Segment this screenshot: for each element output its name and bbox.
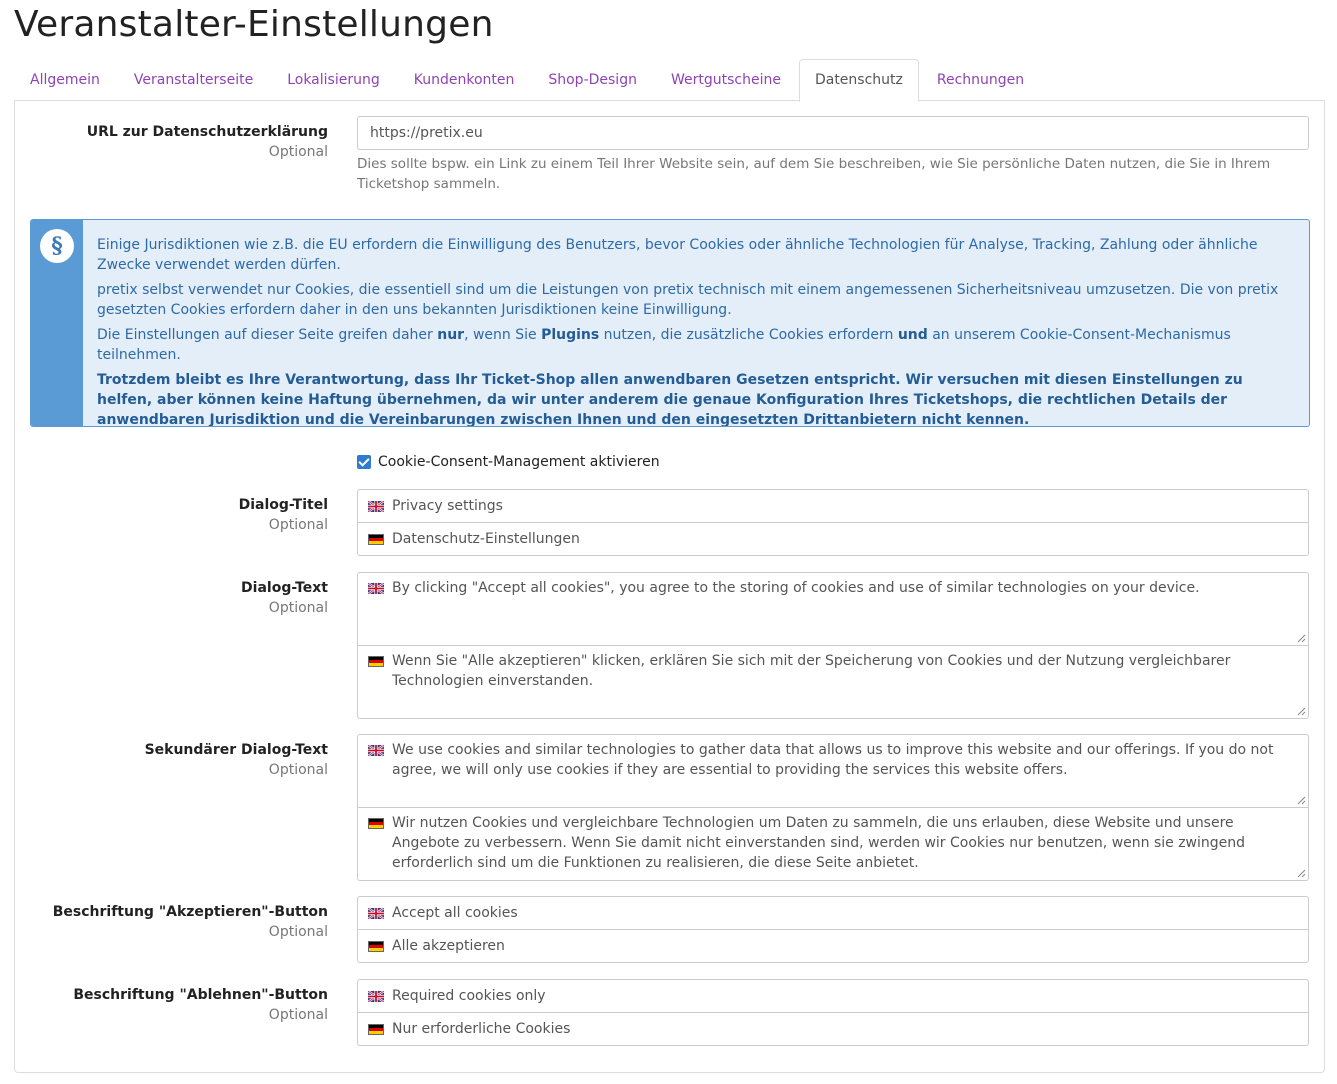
dialog-text-en-textarea[interactable] — [357, 572, 1309, 646]
reject-button-en-value: Required cookies only — [392, 988, 546, 1004]
secondary-text-optional: Optional — [268, 762, 328, 778]
secondary-text-group — [357, 734, 1309, 881]
dialog-title-label: Dialog-Titel — [238, 497, 328, 513]
de-flag-icon — [368, 941, 384, 952]
accept-button-en-value: Accept all cookies — [392, 905, 518, 921]
consent-checkbox-label[interactable]: Cookie-Consent-Management aktivieren — [378, 454, 660, 470]
consent-checkbox-row[interactable] — [357, 454, 660, 470]
accept-button-de-input[interactable] — [357, 929, 1309, 963]
page-title: Veranstalter-Einstellungen — [14, 4, 494, 45]
dialog-text-en-value: By clicking "Accept all cookies", you agree to the storing of cookies and use of similar technologies on your device. — [392, 580, 1200, 596]
secondary-text-label: Sekundärer Dialog-Text — [144, 742, 328, 758]
tab-allgemein[interactable]: Allgemein — [30, 72, 100, 88]
tab-veranstalterseite[interactable]: Veranstalterseite — [133, 72, 254, 88]
secondary-text-en-value: We use cookies and similar technologies to gather data that allows us to improve this website and our offerings. If you do not agree, we will only use cookies if they are essential to providing the services this website offers. — [392, 742, 1274, 778]
alert-paragraph-2: pretix selbst verwendet nur Cookies, die essentiell sind um die Leistungen von pretix technisch mit einem angemessenen Sicherheitsniveau umzusetzen. Die von pretix gesetzten Cookies erfordern daher in den uns bekannten Jurisdiktionen keine Einwilligung. — [97, 282, 1279, 318]
settings-tabs — [14, 59, 1325, 101]
uk-flag-icon — [368, 991, 384, 1002]
secondary-text-de-value: Wir nutzen Cookies und vergleichbare Technologien um Daten zu sammeln, die uns erlauben, diese Website und unsere Angebote zu verbessern. Wenn Sie damit nicht einverstanden sind, werden wir Cookies nur benutzen, wenn sie zwingend erforderlich sind um die Funktionen zu realisieren, die diese Seite anbietet. — [392, 815, 1246, 871]
dialog-title-en-input[interactable] — [357, 489, 1309, 523]
dialog-text-de-textarea[interactable] — [357, 645, 1309, 719]
reject-button-optional: Optional — [268, 1007, 328, 1023]
dialog-title-optional: Optional — [268, 517, 328, 533]
reject-button-group — [357, 979, 1309, 1046]
privacy-url-optional: Optional — [268, 144, 328, 160]
dialog-title-de-input[interactable] — [357, 522, 1309, 556]
tab-panel-datenschutz — [14, 100, 1325, 1073]
accept-button-label: Beschriftung "Akzeptieren"-Button — [52, 904, 328, 920]
alert-body — [97, 235, 1297, 427]
alert-paragraph-3: Die Einstellungen auf dieser Seite greifen daher nur, wenn Sie Plugins nutzen, die zusätzliche Cookies erfordern und an unserem Cookie-Consent-Mechanismus teilnehmen. — [97, 327, 1231, 363]
privacy-url-label: URL zur Datenschutzerklärung — [86, 124, 328, 140]
uk-flag-icon — [368, 745, 384, 756]
resize-handle-icon[interactable] — [1297, 634, 1306, 643]
secondary-text-de-textarea[interactable] — [357, 807, 1309, 881]
accept-button-en-input[interactable] — [357, 896, 1309, 930]
dialog-title-de-value: Datenschutz-Einstellungen — [392, 531, 580, 547]
tab-kundenkonten[interactable]: Kundenkonten — [413, 72, 515, 88]
uk-flag-icon — [368, 908, 384, 919]
dialog-title-group — [357, 489, 1309, 556]
dialog-text-de-value: Wenn Sie "Alle akzeptieren" klicken, erklären Sie sich mit der Speicherung von Cookies und der Nutzung vergleichbarer Technologien einverstanden. — [392, 653, 1231, 689]
de-flag-icon — [368, 534, 384, 545]
tab-shop-design[interactable]: Shop-Design — [548, 72, 637, 88]
reject-button-de-value: Nur erforderliche Cookies — [392, 1021, 571, 1037]
accept-button-de-value: Alle akzeptieren — [392, 938, 505, 954]
tab-datenschutz[interactable]: Datenschutz — [799, 59, 919, 102]
uk-flag-icon — [368, 583, 384, 594]
accept-button-group — [357, 896, 1309, 963]
accept-button-optional: Optional — [268, 924, 328, 940]
privacy-url-help: Dies sollte bspw. ein Link zu einem Teil Ihrer Website sein, auf dem Sie beschreiben, wie Sie persönliche Daten nutzen, die Sie in Ihrem Ticketshop sammeln. — [357, 156, 1271, 192]
resize-handle-icon[interactable] — [1297, 707, 1306, 716]
reject-button-label: Beschriftung "Ablehnen"-Button — [73, 987, 328, 1003]
uk-flag-icon — [368, 501, 384, 512]
dialog-title-en-value: Privacy settings — [392, 498, 503, 514]
de-flag-icon — [368, 656, 384, 667]
cookie-info-alert — [30, 219, 1310, 427]
reject-button-de-input[interactable] — [357, 1012, 1309, 1046]
dialog-text-group — [357, 572, 1309, 719]
tab-wertgutscheine[interactable]: Wertgutscheine — [670, 72, 781, 88]
secondary-text-en-textarea[interactable] — [357, 734, 1309, 808]
reject-button-en-input[interactable] — [357, 979, 1309, 1013]
resize-handle-icon[interactable] — [1297, 869, 1306, 878]
tab-lokalisierung[interactable]: Lokalisierung — [287, 72, 380, 88]
privacy-url-input[interactable]: https://pretix.eu — [357, 116, 1309, 150]
consent-checkbox[interactable] — [357, 455, 371, 469]
alert-paragraph-1: Einige Jurisdiktionen wie z.B. die EU erfordern die Einwilligung des Benutzers, bevor Cookies oder ähnliche Technologien für Analyse, Tracking, Zahlung oder ähnliche Zwecke verwendet werden dürfen. — [97, 237, 1258, 273]
dialog-text-label: Dialog-Text — [241, 580, 328, 596]
de-flag-icon — [368, 818, 384, 829]
dialog-text-optional: Optional — [268, 600, 328, 616]
paragraph-icon: § — [40, 229, 74, 263]
de-flag-icon — [368, 1024, 384, 1035]
resize-handle-icon[interactable] — [1297, 796, 1306, 805]
alert-sidebar — [31, 220, 83, 426]
alert-paragraph-4: Trotzdem bleibt es Ihre Verantwortung, dass Ihr Ticket-Shop allen anwendbaren Gesetzen entspricht. Wir versuchen mit diesen Einstellungen zu helfen, aber können keine Haftung übernehmen, da wir unter anderem die genaue Konfiguration Ihres Ticketshops, die rechtlichen Details der anwendbaren Jurisdiktion und die Vereinbarungen zwischen Ihnen und den eingesetzten Drittanbietern nicht kennen. — [97, 372, 1243, 427]
tab-rechnungen[interactable]: Rechnungen — [936, 72, 1025, 88]
